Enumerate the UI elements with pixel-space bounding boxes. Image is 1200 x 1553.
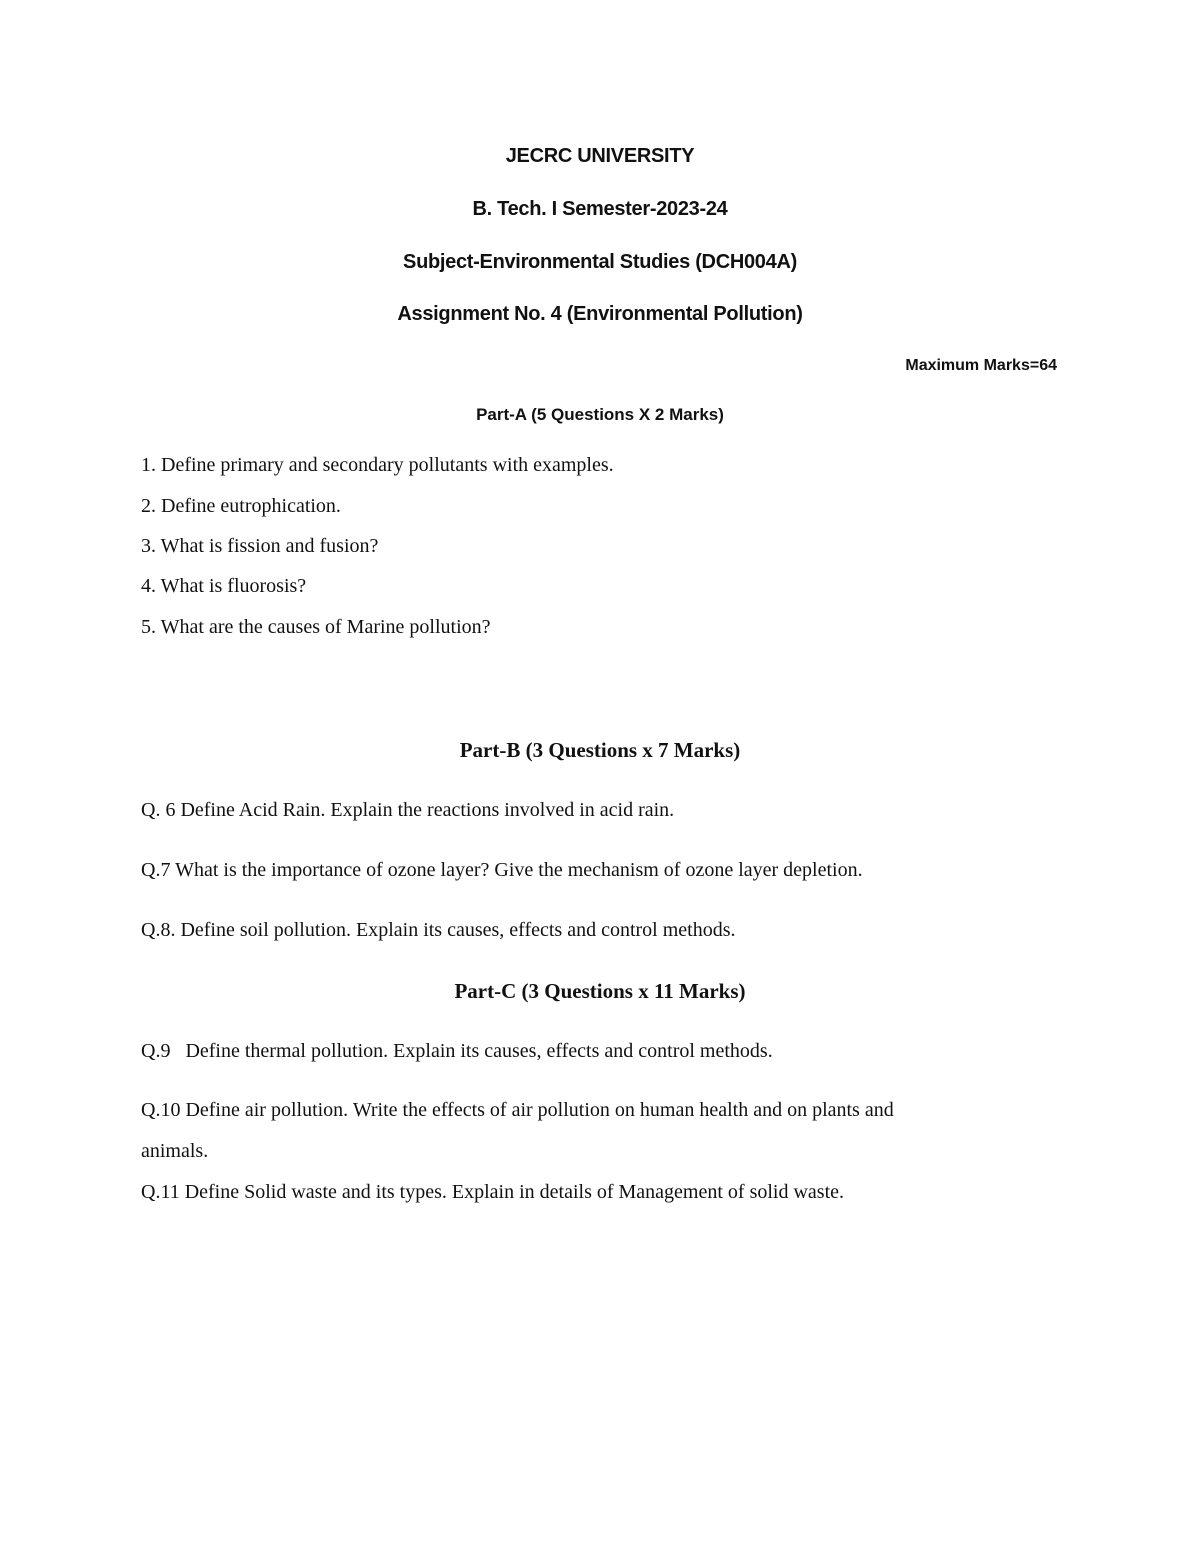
- question-item: 3. What is fission and fusion?: [141, 535, 379, 557]
- question-item: Q. 6 Define Acid Rain. Explain the reactions involved in acid rain.: [141, 799, 675, 821]
- program-heading: B. Tech. I Semester-2023-24: [472, 198, 728, 220]
- part-b-heading: Part-B (3 Questions x 7 Marks): [459, 738, 741, 762]
- subject-heading: Subject-Environmental Studies (DCH004A): [403, 251, 797, 273]
- part-c-heading: Part-C (3 Questions x 11 Marks): [454, 979, 746, 1003]
- question-item: 5. What are the causes of Marine pollution?: [141, 616, 491, 638]
- question-item: Q.9 Define thermal pollution. Explain its causes, effects and control methods.: [141, 1040, 773, 1062]
- question-item: 2. Define eutrophication.: [141, 495, 341, 517]
- question-item-continuation: animals.: [141, 1140, 209, 1162]
- question-item: Q.7 What is the importance of ozone layer? Give the mechanism of ozone layer depletion.: [141, 859, 863, 881]
- question-item: 4. What is fluorosis?: [141, 575, 307, 597]
- part-a-heading: Part-A (5 Questions X 2 Marks): [476, 405, 724, 424]
- assignment-heading: Assignment No. 4 (Environmental Pollution): [397, 303, 803, 325]
- university-title: JECRC UNIVERSITY: [505, 145, 695, 167]
- question-item: Q.11 Define Solid waste and its types. Explain in details of Management of solid waste.: [141, 1181, 845, 1203]
- question-item: Q.8. Define soil pollution. Explain its causes, effects and control methods.: [141, 919, 736, 941]
- question-item: 1. Define primary and secondary pollutants with examples.: [141, 454, 614, 476]
- maximum-marks: Maximum Marks=64: [905, 357, 1057, 374]
- question-item: Q.10 Define air pollution. Write the effects of air pollution on human health and on plants and: [141, 1099, 894, 1121]
